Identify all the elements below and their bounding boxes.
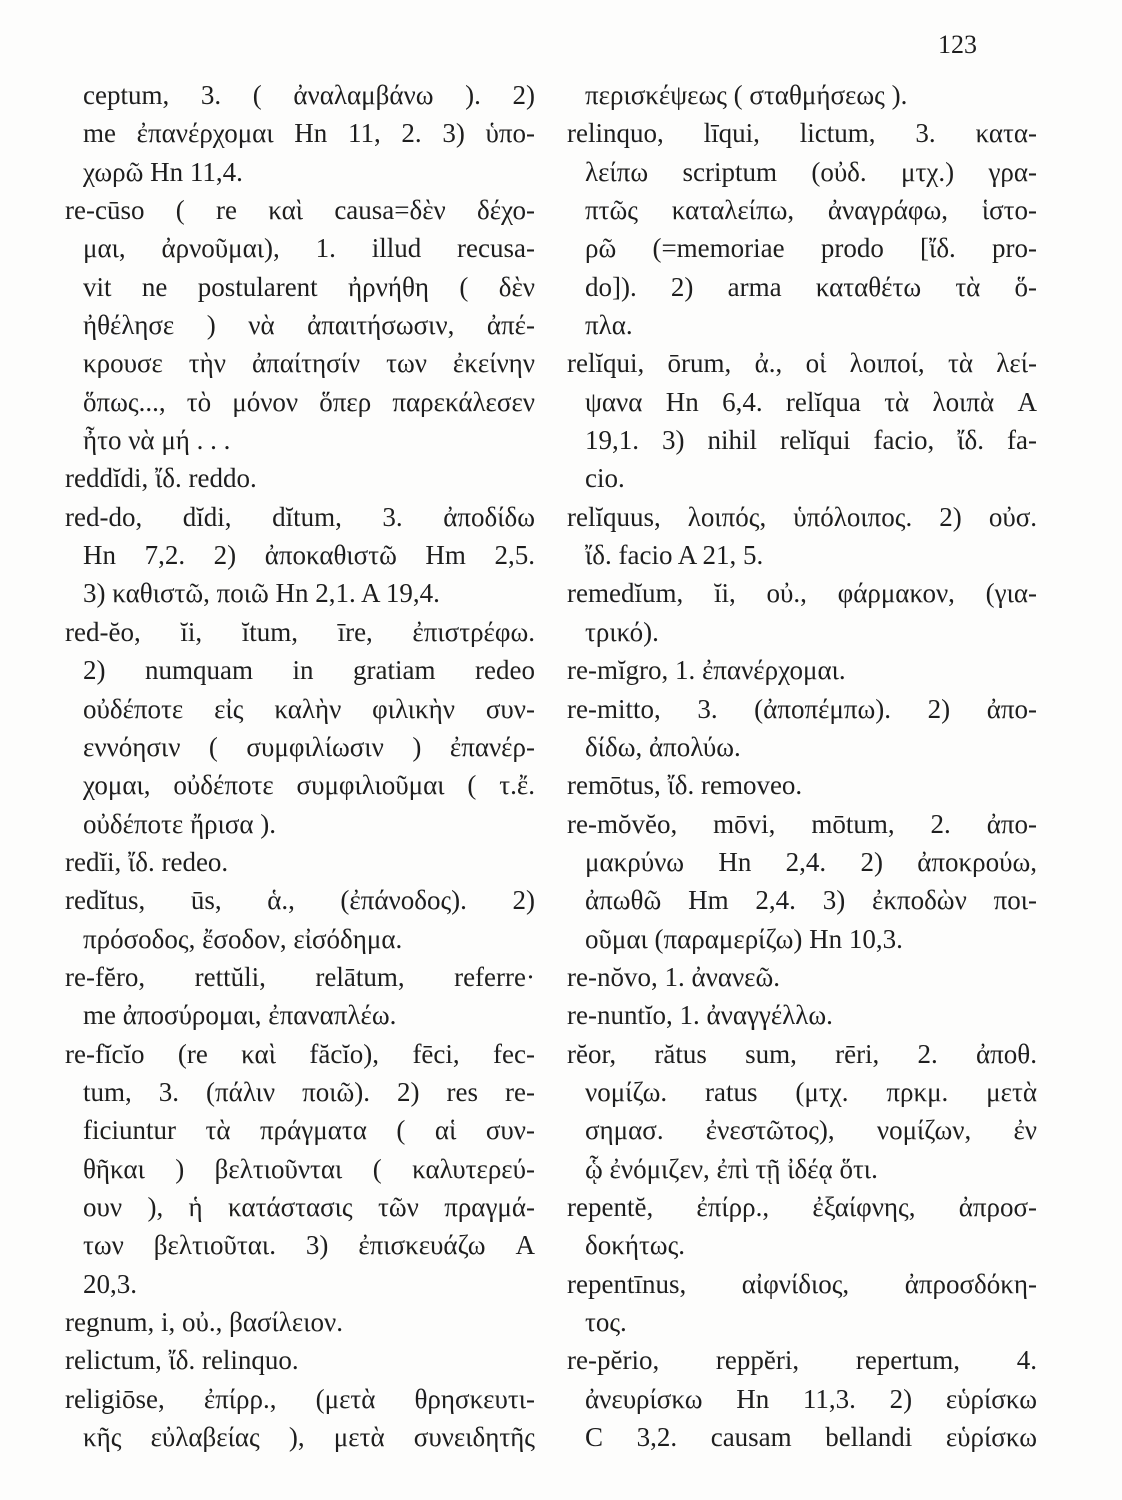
dictionary-entry: [65, 1035, 535, 1303]
entry-headword-line: remōtus, ἴδ. removeo.: [567, 770, 803, 801]
dictionary-entry: [567, 574, 1037, 651]
entry-line: νομίζω. ratus (μτχ. πρκμ. μετὰ: [585, 1076, 1037, 1107]
entry-headword-line: redĭtus, ūs, ἁ., (ἐπάνοδος). 2): [65, 885, 535, 916]
dictionary-entry: [567, 498, 1037, 575]
entry-headword-line: redĭi, ἴδ. redeo.: [65, 846, 229, 877]
entry-line: cio.: [585, 463, 625, 494]
entry-line: ἠθέλησε ) νὰ ἀπαιτήσωσιν, ἀπέ-: [83, 310, 535, 341]
entry-line: των βελτιοῦται. 3) ἐπισκευάζω A: [83, 1230, 535, 1261]
entry-line: οὐδέποτε εἰς καλὴν φιλικὴν συν-: [83, 693, 535, 724]
entry-line: χωρῶ Hn 11,4.: [83, 156, 243, 187]
dictionary-entry: [567, 1188, 1037, 1265]
entry-line: ρῶ (=memoriae prodo [ἴδ. pro-: [585, 233, 1037, 264]
entry-headword-line: relinquo, līqui, lictum, 3. κατα-: [567, 118, 1037, 149]
dictionary-entry: [567, 76, 1037, 114]
entry-headword-line: red-do, dĭdi, dĭtum, 3. ἀποδίδω: [65, 501, 535, 532]
dictionary-entry: [65, 843, 535, 881]
entry-headword-line: remedĭum, ĭi, οὐ., φάρμακον, (για-: [567, 578, 1037, 609]
entry-line: ἀνευρίσκω Hn 11,3. 2) εὑρίσκω: [585, 1383, 1037, 1414]
entry-line: σημασ. ἐνεστῶτος), νομίζων, ἐν: [585, 1115, 1037, 1146]
entry-headword-line: religiōse, ἐπίρρ., (μετὰ θρησκευτι-: [65, 1383, 535, 1414]
entry-line: κρουσε τὴν ἀπαίτησίν των ἐκείνην: [83, 348, 535, 379]
dictionary-entry: [65, 958, 535, 1035]
dictionary-entry: [65, 1380, 535, 1457]
entry-headword-line: regnum, i, οὐ., βασίλειον.: [65, 1307, 343, 1337]
entry-line: me ἀποσύρομαι, ἐπαναπλέω.: [83, 1000, 397, 1031]
right-column: [567, 76, 1037, 1456]
entry-line: 19,1. 3) nihil relĭqui facio, ἴδ. fa-: [585, 425, 1037, 456]
dictionary-entry: [65, 1341, 535, 1379]
entry-line: πτῶς καταλείπω, ἀναγράφω, ἱστο-: [585, 195, 1037, 226]
entry-line: μακρύνω Hn 2,4. 2) ἀποκρούω,: [585, 846, 1037, 877]
entry-line: ἦτο νὰ μή . . .: [83, 425, 231, 456]
entry-headword-line: repentīnus, αἰφνίδιος, ἀπροσδόκη-: [567, 1268, 1037, 1299]
entry-headword-line: re-pĕrio, reppĕri, repertum, 4.: [567, 1345, 1037, 1376]
entry-headword-line: repentĕ, ἐπίρρ., ἐξαίφνης, ἀπροσ-: [567, 1191, 1037, 1222]
entry-line: τρικό).: [585, 616, 659, 647]
dictionary-entry: [567, 1265, 1037, 1342]
dictionary-entry: [567, 958, 1037, 996]
entry-line: εννόησιν ( συμφιλίωσιν ) ἐπανέρ-: [83, 731, 535, 762]
dictionary-entry: [65, 881, 535, 958]
entry-headword-line: red-ĕo, ĭi, ĭtum, īre, ἐπιστρέφω.: [65, 616, 535, 647]
entry-headword-line: re-cūso ( re καὶ causa=δὲν δέχο-: [65, 195, 535, 226]
page-number: 123: [938, 30, 977, 59]
entry-line: 20,3.: [83, 1268, 137, 1299]
entry-line: ὅπως..., τὸ μόνον ὅπερ παρεκάλεσεν: [83, 386, 535, 417]
entry-line: κῆς εὐλαβείας ), μετὰ συνειδητῆς: [83, 1422, 535, 1453]
entry-line: ficiuntur τὰ πράγματα ( αἱ συν-: [83, 1115, 535, 1146]
entry-headword-line: re-mitto, 3. (ἀποπέμπω). 2) ἀπο-: [567, 693, 1037, 724]
entry-line: do]). 2) arma καταθέτω τὰ ὅ-: [585, 271, 1037, 302]
entry-headword-line: re-fĕro, rettŭli, relātum, referre·: [65, 961, 535, 992]
entry-line: Hn 7,2. 2) ἀποκαθιστῶ Hm 2,5.: [83, 540, 535, 571]
entry-headword-line: reddĭdi, ἴδ. reddo.: [65, 463, 257, 494]
entry-line: C 3,2. causam bellandi εὑρίσκω: [585, 1422, 1037, 1453]
entry-line: οὐδέποτε ἤρισα ).: [83, 808, 277, 839]
entry-line: ουν ), ἡ κατάστασις τῶν πραγμά-: [83, 1191, 535, 1222]
entry-line: 3) καθιστῶ, ποιῶ Hn 2,1. A 19,4.: [83, 578, 440, 609]
entry-headword-line: re-nŏvo, 1. ἀνανεῶ.: [567, 961, 781, 992]
entry-line: περισκέψεως ( σταθμήσεως ).: [585, 80, 908, 110]
dictionary-entry: [567, 344, 1037, 497]
entry-line: vit ne postularent ἠρνήθη ( δὲν: [83, 271, 535, 302]
entry-line: δίδω, ἀπολύω.: [585, 731, 741, 762]
entry-line: 2) numquam in gratiam redeo: [83, 655, 535, 686]
dictionary-entry: [567, 1035, 1037, 1188]
dictionary-entry: [567, 1341, 1037, 1456]
entry-line: μαι, ἀρνοῦμαι), 1. illud recusa-: [83, 233, 535, 264]
entry-headword-line: relĭquus, λοιπός, ὑπόλοιπος. 2) οὐσ.: [567, 501, 1037, 532]
entry-line: οῦμαι (παραμερίζω) Hn 10,3.: [585, 923, 903, 954]
entry-line: ᾧ ἐνόμιζεν, ἐπὶ τῇ ἰδέᾳ ὅτι.: [585, 1153, 878, 1184]
entry-line: πρόσοδος, ἔσοδον, εἰσόδημα.: [83, 923, 403, 954]
entry-headword-line: rĕor, rătus sum, rēri, 2. ἀποθ.: [567, 1038, 1037, 1069]
dictionary-entry: [567, 114, 1037, 344]
entry-line: tum, 3. (πάλιν ποιῶ). 2) res re-: [83, 1076, 535, 1107]
dictionary-entry: [65, 459, 535, 497]
entry-line: δοκήτως.: [585, 1230, 686, 1261]
dictionary-entry: [567, 651, 1037, 689]
dictionary-entry: [65, 191, 535, 459]
entry-line: me ἐπανέρχομαι Hn 11, 2. 3) ὑπο-: [83, 118, 535, 149]
entry-line: ἴδ. facio A 21, 5.: [585, 540, 764, 571]
entry-line: ψανα Hn 6,4. relĭqua τὰ λοιπὰ A: [585, 386, 1037, 417]
dictionary-entry: [65, 613, 535, 843]
dictionary-entry: [567, 766, 1037, 804]
left-column: [65, 76, 535, 1456]
entry-headword-line: re-fĭcĭo (re καὶ făcĭo), fēci, fec-: [65, 1038, 535, 1069]
dictionary-entry: [567, 996, 1037, 1034]
entry-line: ἀπωθῶ Hm 2,4. 3) ἐκποδὼν ποι-: [585, 885, 1037, 916]
entry-line: χομαι, οὐδέποτε συμφιλιοῦμαι ( τ.ἔ.: [83, 770, 535, 801]
entry-headword-line: relĭqui, ōrum, ἀ., οἱ λοιποί, τὰ λεί-: [567, 348, 1037, 379]
dictionary-entry: [567, 805, 1037, 958]
entry-line: ceptum, 3. ( ἀναλαμβάνω ). 2): [83, 80, 535, 110]
dictionary-entry: [65, 498, 535, 613]
entry-line: πλα.: [585, 310, 633, 341]
dictionary-entry: [567, 690, 1037, 767]
dictionary-entry: [65, 1303, 535, 1341]
entry-line: λείπω scriptum (οὐδ. μτχ.) γρα-: [585, 156, 1037, 187]
entry-line: τος.: [585, 1307, 627, 1337]
entry-line: θῆκαι ) βελτιοῦνται ( καλυτερεύ-: [83, 1153, 535, 1184]
entry-headword-line: relictum, ἴδ. relinquo.: [65, 1345, 299, 1376]
entry-headword-line: re-mŏvĕo, mōvi, mōtum, 2. ἀπο-: [567, 808, 1037, 839]
entry-headword-line: re-mĭgro, 1. ἐπανέρχομαι.: [567, 655, 846, 686]
dictionary-entry: [65, 76, 535, 191]
entry-headword-line: re-nuntĭo, 1. ἀναγγέλλω.: [567, 1000, 833, 1031]
